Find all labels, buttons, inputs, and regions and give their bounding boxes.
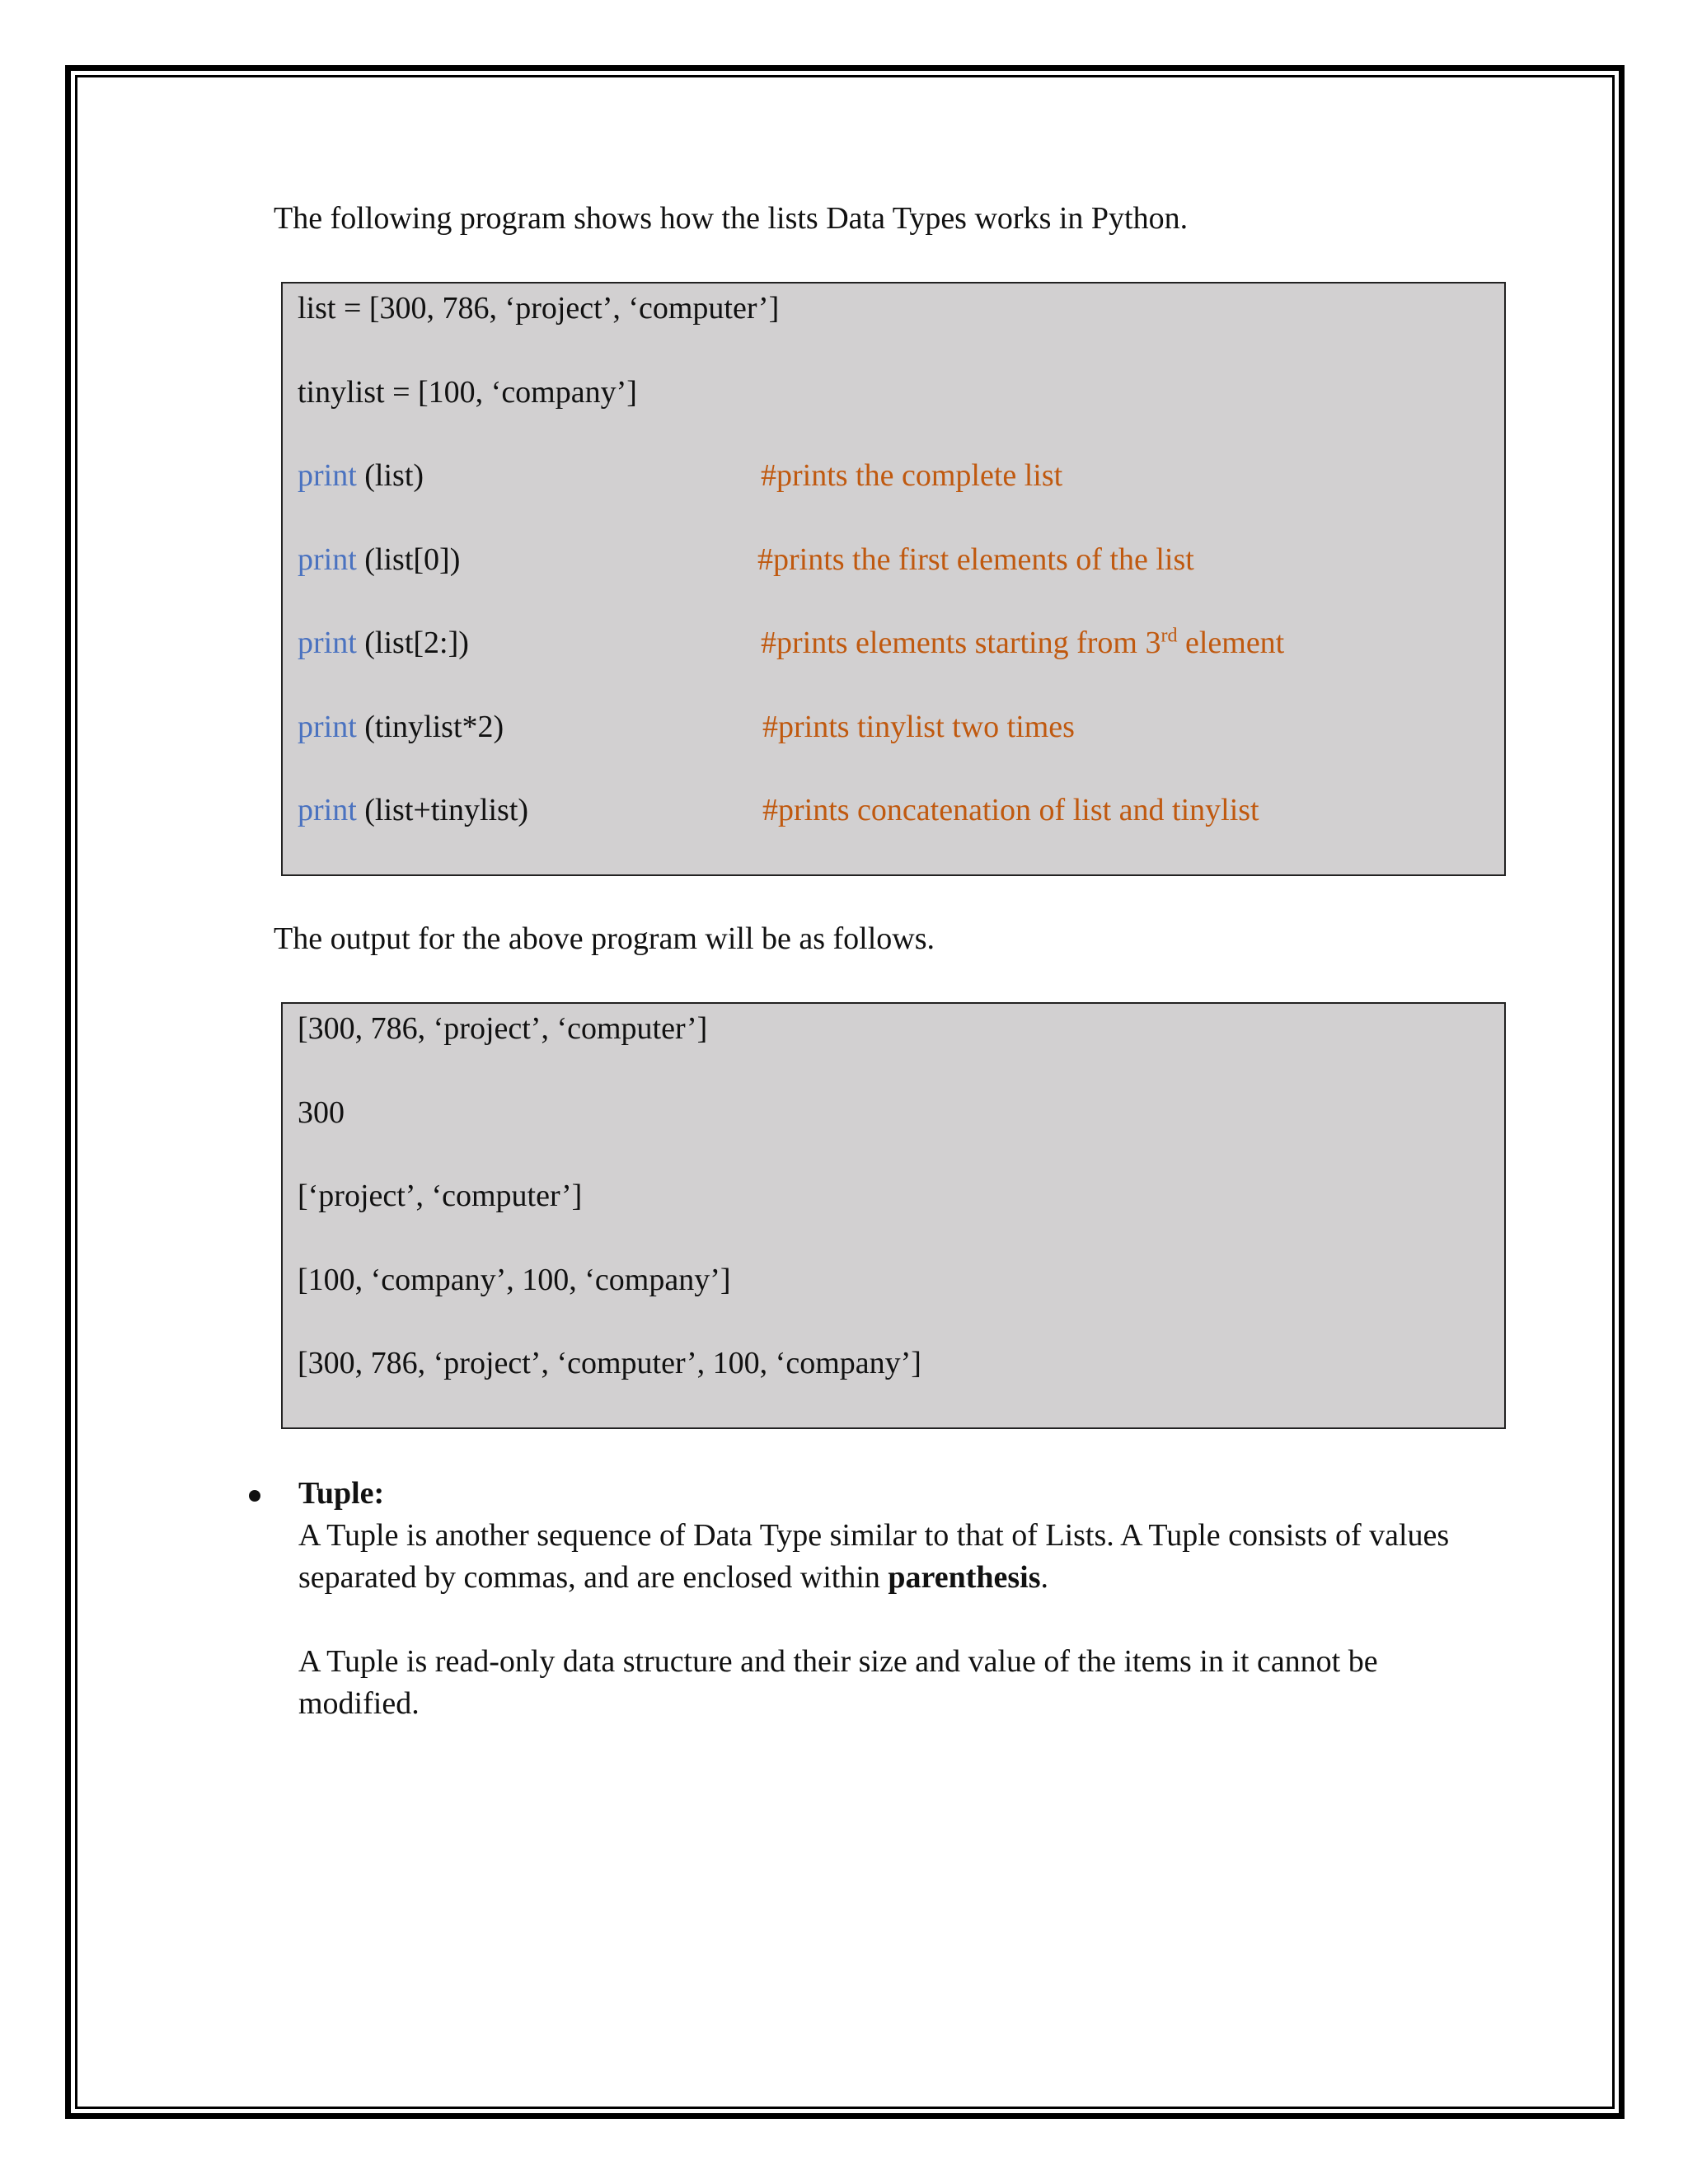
code-line-print xyxy=(298,541,460,578)
tuple-paragraph-1-bold: parenthesis xyxy=(888,1560,1041,1595)
print-keyword: print xyxy=(298,458,357,493)
code-line-tinylist: tinylist = [100, ‘company’] xyxy=(298,375,637,410)
code-line-print xyxy=(298,457,424,494)
output-line: 300 xyxy=(298,1095,345,1130)
print-args: (list[2:]) xyxy=(356,626,469,660)
output-intro-paragraph: The output for the above program will be as follows. xyxy=(274,921,935,956)
comment-superscript: rd xyxy=(1160,625,1178,647)
code-line-list: list = [300, 786, ‘project’, ‘computer’] xyxy=(298,291,780,326)
output-line: [‘project’, ‘computer’] xyxy=(298,1179,583,1213)
code-comment: #prints tinylist two times xyxy=(762,710,1075,744)
code-line-print xyxy=(298,709,504,745)
print-args: (list) xyxy=(356,458,424,493)
tuple-description xyxy=(298,1515,1485,1725)
code-line-print xyxy=(298,625,469,661)
print-keyword: print xyxy=(298,626,357,660)
tuple-paragraph-1 xyxy=(298,1515,1485,1599)
comment-text: #prints elements starting from 3 xyxy=(761,626,1161,660)
print-args: (tinylist*2) xyxy=(356,710,504,744)
print-args: (list+tinylist) xyxy=(356,793,529,827)
print-keyword: print xyxy=(298,793,357,827)
tuple-paragraph-2: A Tuple is read-only data structure and their size and value of the items in it cannot be modified. xyxy=(298,1644,1378,1721)
code-line-print xyxy=(298,792,528,828)
tuple-paragraph-1-end: . xyxy=(1040,1560,1049,1595)
print-keyword: print xyxy=(298,542,357,577)
comment-text: element xyxy=(1177,626,1285,660)
print-args: (list[0]) xyxy=(356,542,461,577)
intro-paragraph: The following program shows how the lists Data Types works in Python. xyxy=(274,201,1189,236)
code-comment: #prints concatenation of list and tinylist xyxy=(762,793,1259,827)
bullet-icon xyxy=(249,1490,260,1502)
output-line: [300, 786, ‘project’, ‘computer’, 100, ‘company’] xyxy=(298,1346,921,1380)
code-comment: #prints the complete list xyxy=(761,458,1063,493)
program-code-box xyxy=(281,282,1506,876)
print-keyword: print xyxy=(298,710,357,744)
code-comment xyxy=(761,625,1284,661)
output-line: [100, ‘company’, 100, ‘company’] xyxy=(298,1263,731,1297)
output-line: [300, 786, ‘project’, ‘computer’] xyxy=(298,1011,708,1046)
tuple-paragraph-1-text: A Tuple is another sequence of Data Type similar to that of Lists. A Tuple consists of values separated by commas, and are enclosed within xyxy=(298,1518,1450,1595)
output-box xyxy=(281,1002,1506,1429)
tuple-heading: Tuple: xyxy=(298,1476,385,1511)
code-comment: #prints the first elements of the list xyxy=(757,542,1194,577)
